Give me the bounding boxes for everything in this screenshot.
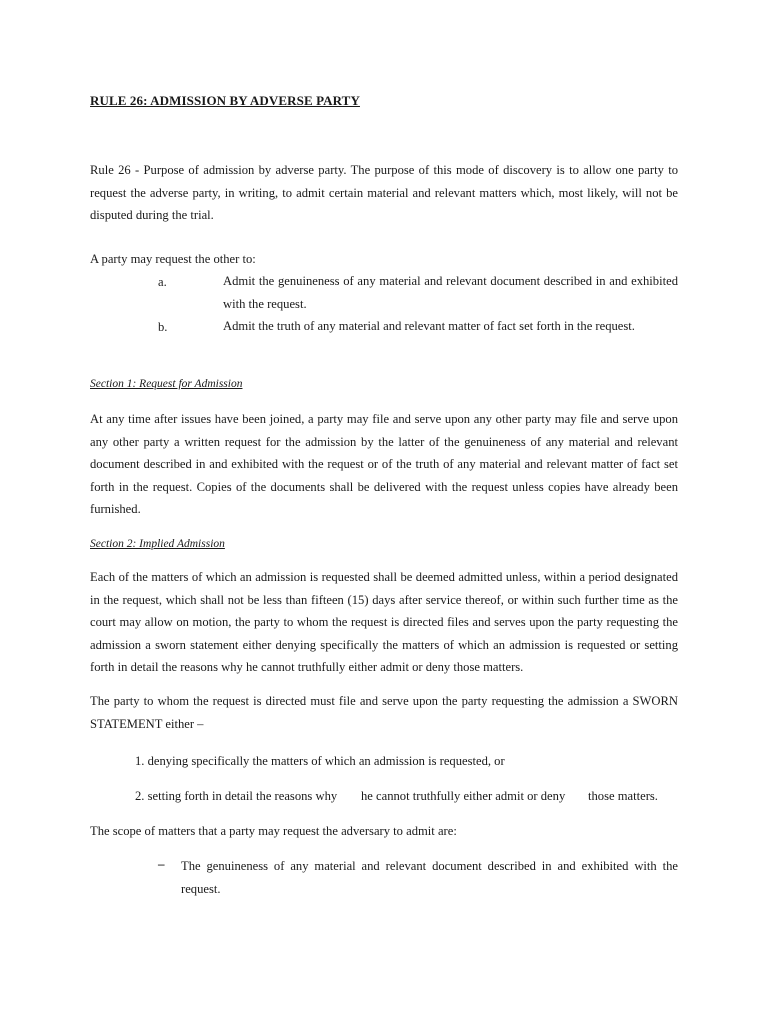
- intro-paragraph: Rule 26 - Purpose of admission by adverse party. The purpose of this mode of discovery is to allow one party to request the adverse party, in writing, to admit certain material and relevant matters which, most likely, will not be disputed during the trial.: [90, 163, 678, 223]
- section-1-body: At any time after issues have been joined, a party may file and serve upon any other party may file and serve upon any other party a written request for the admission by the latter of the genuineness of any material and relevant document described in and exhibited with the request or of the truth of any material and relevant matter of fact set forth in the request. Copies of the documents shall be delivered with the request unless copies have already been furnished.: [90, 412, 678, 517]
- request-item-b-marker: b.: [158, 320, 168, 334]
- scope-item-1-text: The genuineness of any material and relevant document described in and exhibited with the request.: [181, 859, 678, 896]
- scope-item-dash-marker: –: [158, 856, 165, 871]
- scope-lead: The scope of matters that a party may request the adversary to admit are:: [90, 824, 457, 838]
- page-title: RULE 26: ADMISSION BY ADVERSE PARTY: [90, 93, 360, 108]
- request-lead: A party may request the other to:: [90, 252, 256, 266]
- sworn-item-2-part-3: those matters.: [588, 789, 658, 803]
- sworn-item-1: 1. denying specifically the matters of which an admission is requested, or: [135, 754, 505, 768]
- sworn-item-2-part-2: he cannot truthfully either admit or deny: [361, 789, 566, 803]
- section-2-heading: Section 2: Implied Admission: [90, 538, 225, 550]
- sworn-item-2-part-1: 2. setting forth in detail the reasons why: [135, 789, 338, 803]
- request-item-a-text: Admit the genuineness of any material and relevant document described in and exhibited with the request.: [223, 274, 678, 311]
- sworn-statement-paragraph: The party to whom the request is directed must file and serve upon the party requesting the admission a SWORN STATEMENT either –: [90, 694, 678, 731]
- section-2-body: Each of the matters of which an admission is requested shall be deemed admitted unless, within a period designated in the request, which shall not be less than fifteen (15) days after service thereof, or within such further time as the court may allow on motion, the party to whom the request is directed files and serves upon the party requesting the admission a sworn statement either denying specifically the matters of which an admission is requested or setting forth in detail the reasons why he cannot truthfully either admit or deny those matters.: [90, 570, 678, 675]
- request-item-b-text: Admit the truth of any material and relevant matter of fact set forth in the request.: [223, 319, 635, 333]
- request-item-a-marker: a.: [158, 275, 167, 289]
- section-1-heading: Section 1: Request for Admission: [90, 378, 243, 390]
